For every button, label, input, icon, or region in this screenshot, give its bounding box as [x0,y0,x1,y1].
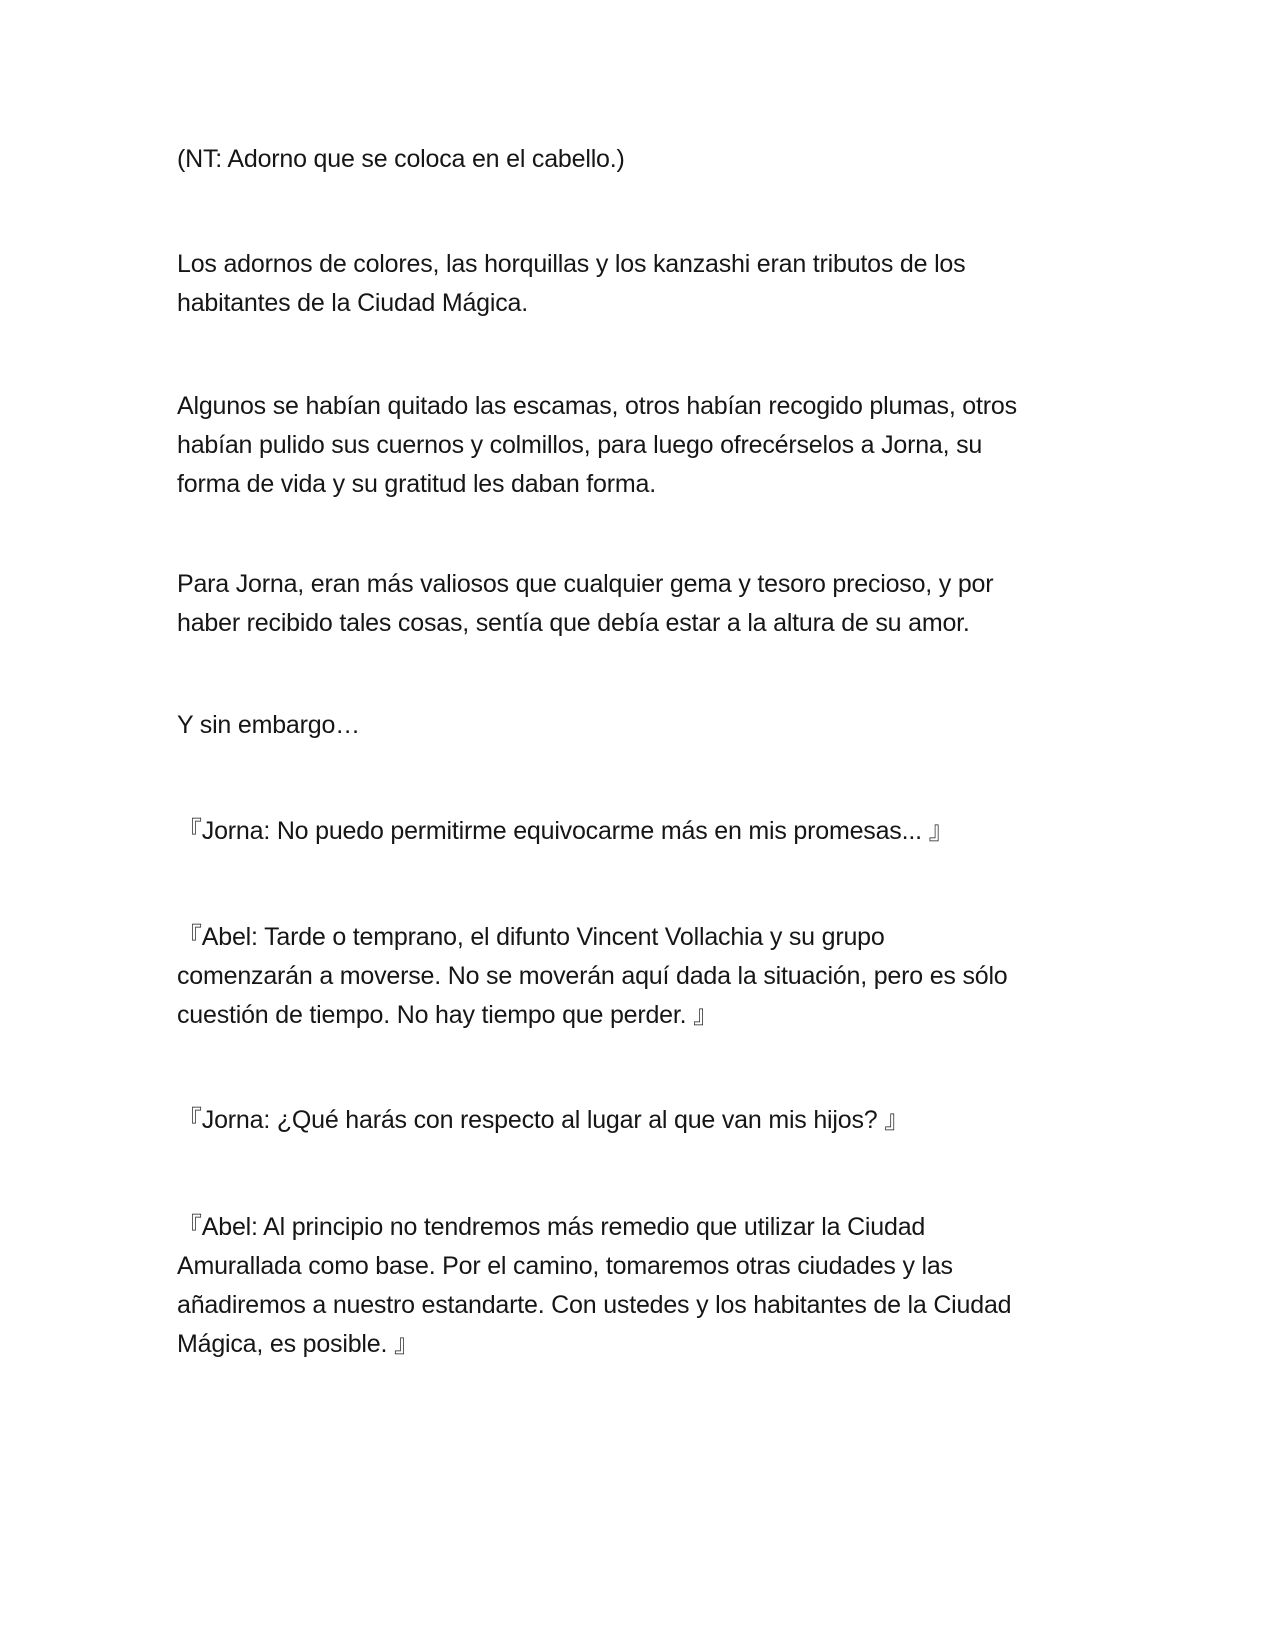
text-line: haber recibido tales cosas, sentía que debía estar a la altura de su amor. [177,609,970,637]
text-line: Para Jorna, eran más valiosos que cualquier gema y tesoro precioso, y por [177,570,994,598]
text-line: Los adornos de colores, las horquillas y los kanzashi eran tributos de los [177,250,966,278]
text-line: 『Jorna: ¿Qué harás con respecto al lugar al que van mis hijos? 』 [177,1106,910,1134]
dialogue-jorna-2 [177,1101,1097,1140]
dialogue-abel-2 [177,1208,1097,1364]
text-line: comenzarán a moverse. No se moverán aquí dada la situación, pero es sólo [177,962,1008,990]
paragraph-value [177,565,1097,643]
text-line: añadiremos a nuestro estandarte. Con ustedes y los habitantes de la Ciudad [177,1291,1012,1319]
dialogue-jorna-1 [177,812,1097,851]
text-line: Y sin embargo… [177,711,360,739]
text-line: 『Abel: Tarde o temprano, el difunto Vincent Vollachia y su grupo [177,923,885,951]
text-line: Mágica, es posible. 』 [177,1330,419,1358]
paragraph-however [177,706,1097,745]
text-line: 『Jorna: No puedo permitirme equivocarme más en mis promesas... 』 [177,817,954,845]
paragraph-tributes [177,245,1097,323]
text-line: 『Abel: Al principio no tendremos más remedio que utilizar la Ciudad [177,1213,926,1241]
text-line: (NT: Adorno que se coloca en el cabello.) [177,145,625,173]
paragraph-offerings [177,387,1097,504]
text-line: Algunos se habían quitado las escamas, otros habían recogido plumas, otros [177,392,1017,420]
dialogue-abel-1 [177,918,1097,1035]
text-line: cuestión de tiempo. No hay tiempo que perder. 』 [177,1001,718,1029]
text-line: habitantes de la Ciudad Mágica. [177,289,528,317]
text-line: habían pulido sus cuernos y colmillos, para luego ofrecérselos a Jorna, su [177,431,983,459]
text-line: Amurallada como base. Por el camino, tomaremos otras ciudades y las [177,1252,953,1280]
text-line: forma de vida y su gratitud les daban forma. [177,470,656,498]
translator-note [177,140,1097,179]
